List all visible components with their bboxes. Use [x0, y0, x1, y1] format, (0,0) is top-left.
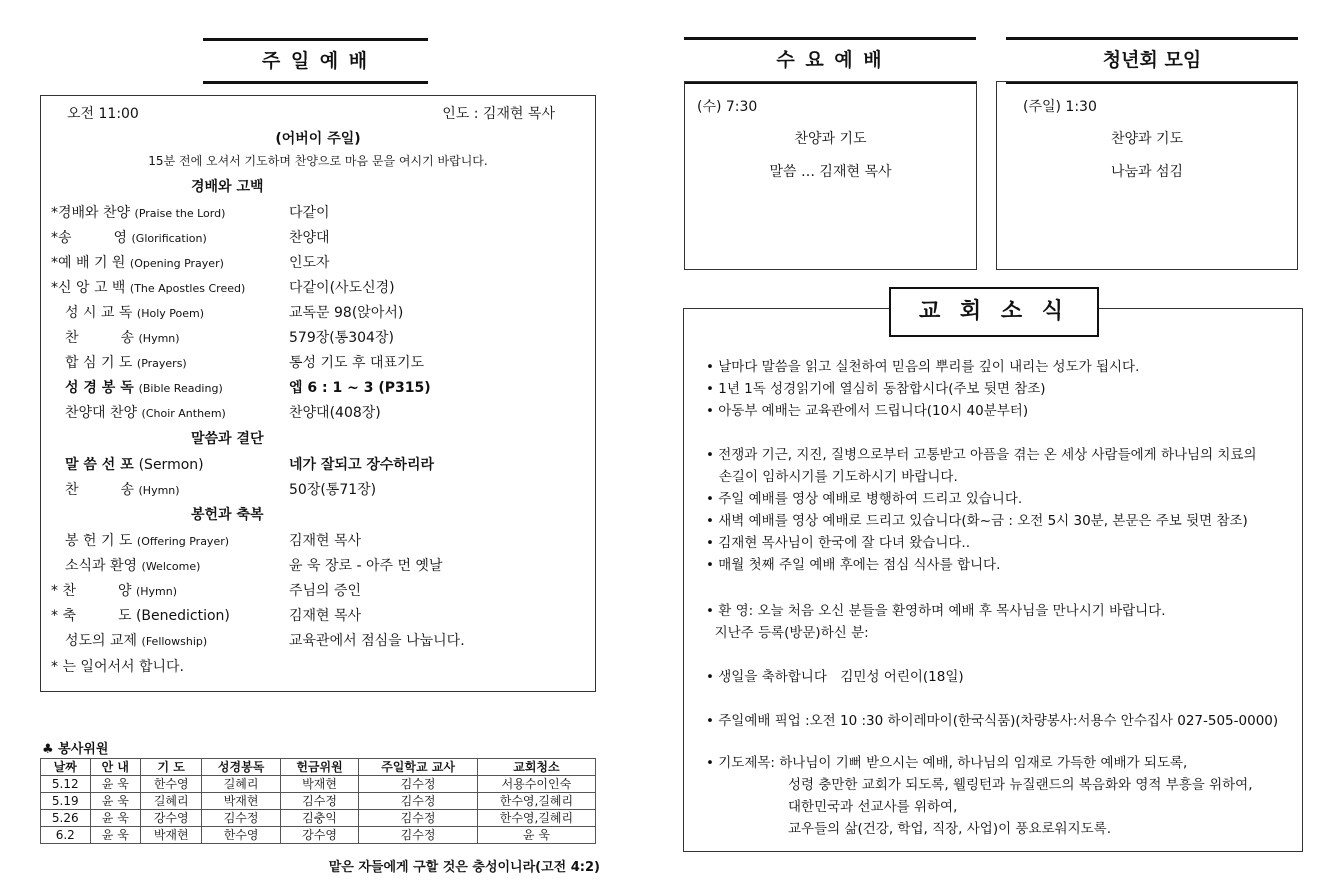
- bible-verse: 맡은 자들에게 구할 것은 충성이니라(고전 4:2): [328, 860, 600, 875]
- service-time: 오전 11:00: [67, 106, 139, 122]
- news-item-5: • 주일 예배를 영상 예배로 병행하여 드리고 있습니다.: [706, 491, 1023, 507]
- wednesday-service-title: 수 요 예 배: [684, 37, 976, 84]
- section-heading-offering: 봉헌과 축복: [191, 507, 264, 523]
- news-item-7: • 김재현 목사님이 한국에 잘 다녀 왔습니다..: [706, 535, 970, 551]
- service-leader: 인도 : 김재현 목사: [442, 106, 555, 122]
- youth-meeting-box: [996, 81, 1298, 270]
- wednesday-time: (수) 7:30: [697, 99, 758, 115]
- news-item-10: 지난주 등록(방문)하신 분:: [706, 625, 869, 641]
- order-item-2: *예 배 기 원 (Opening Prayer) 인도자: [51, 255, 330, 271]
- youth-line2: 나눔과 섬김: [1110, 164, 1184, 180]
- youth-meeting-title: 청년회 모임: [1006, 37, 1298, 84]
- order-item-0: *경배와 찬양 (Praise the Lord) 다같이: [51, 205, 330, 221]
- news-item-1: • 1년 1독 성경읽기에 열심히 동참합시다(주보 뒷면 참조): [706, 381, 1046, 397]
- order-item-4: 성 시 교 독 (Holy Poem) 교독문 98(앉아서): [65, 305, 404, 321]
- order-item-14: * 축 도 (Benediction) 김재현 목사: [51, 608, 362, 624]
- service-theme: (어버이 주일): [275, 131, 361, 147]
- news-item-12: • 주일예배 픽업 :오전 10 :30 하이레마이(한국식품)(차량봉사:서용수 안수집사 027-505-0000): [706, 713, 1279, 729]
- table-row: 5.19 윤 욱 길혜리 박재현 김수정 김수정 한수영,길혜리: [41, 793, 596, 810]
- order-item-1: *송 영 (Glorification) 찬양대: [51, 230, 330, 246]
- table-row: 5.26 윤 욱 강수영 김수정 김충익 김수정 한수영,길혜리: [41, 810, 596, 827]
- news-item-13: • 기도제목: 하나님이 기뻐 받으시는 예배, 하나님의 임재로 가득한 예배가 되도록,: [706, 755, 1188, 771]
- sunday-service-box: [40, 95, 596, 692]
- news-item-0: • 날마다 말씀을 읽고 실천하여 믿음의 뿌리를 깊이 내리는 성도가 됩시다.: [706, 359, 1140, 375]
- news-item-8: • 매월 첫째 주일 예배 후에는 점심 식사를 합니다.: [706, 557, 1001, 573]
- table-header-row: 날짜 안 내 기 도 성경봉독 헌금위원 주일학교 교사 교회청소: [41, 759, 596, 776]
- news-item-14: 성령 충만한 교회가 되도록, 웰링턴과 뉴질랜드의 복음화와 영적 부흥을 위하여,: [788, 777, 1253, 793]
- wednesday-line1: 찬양과 기도: [794, 131, 867, 147]
- table-row: 6.2 윤 욱 박재현 한수영 강수영 김수정 윤 욱: [41, 827, 596, 844]
- sunday-service-title-text: 주 일 예 배: [261, 50, 370, 72]
- service-volunteers-table: [40, 758, 596, 844]
- order-item-15: 성도의 교제 (Fellowship) 교육관에서 점심을 나눕니다.: [65, 633, 465, 649]
- sunday-service-title: [203, 38, 428, 84]
- news-item-6: • 새벽 예배를 영상 예배로 드리고 있습니다(화~금 : 오전 5시 30분, 본문은 주보 뒷면 참조): [706, 513, 1248, 529]
- church-news-box: [683, 308, 1303, 852]
- table-row: 5.12 윤 욱 한수영 길혜리 박재현 김수정 서용수이인숙: [41, 776, 596, 793]
- section-heading-worship: 경배와 고백: [191, 179, 264, 195]
- service-volunteers-title: ♣ 봉사위원: [42, 742, 109, 757]
- footnote: * 는 일어서서 합니다.: [51, 659, 184, 675]
- section-heading-word: 말씀과 결단: [191, 431, 264, 447]
- news-item-2: • 아동부 예배는 교육관에서 드립니다(10시 40분부터): [706, 403, 1029, 419]
- order-item-6: 합 심 기 도 (Prayers) 통성 기도 후 대표기도: [65, 355, 425, 371]
- youth-time: (주일) 1:30: [1023, 99, 1097, 115]
- order-item-8: 찬양대 찬양 (Choir Anthem) 찬양대(408장): [65, 405, 381, 421]
- order-item-11: 봉 헌 기 도 (Offering Prayer) 김재현 목사: [65, 533, 362, 549]
- news-item-4: 손길이 임하시기를 기도하시기 바랍니다.: [706, 469, 958, 485]
- church-news-title: 교 회 소 식: [889, 287, 1099, 337]
- order-item-10: 찬 송 (Hymn) 50장(통71장): [65, 482, 377, 498]
- service-notice: 15분 전에 오셔서 기도하며 찬양으로 마음 문을 여시기 바랍니다.: [148, 154, 488, 168]
- news-item-9: • 환 영: 오늘 처음 오신 분들을 환영하며 예배 후 목사님을 만나시기 바랍니다.: [706, 603, 1166, 619]
- order-item-7: 성 경 봉 독 (Bible Reading) 엡 6 : 1 ~ 3 (P315): [65, 380, 431, 396]
- wednesday-service-box: [684, 81, 977, 270]
- news-item-3: • 전쟁과 기근, 지진, 질병으로부터 고통받고 아픔을 겪는 온 세상 사람들에게 하나님의 치료의: [706, 447, 1257, 463]
- order-item-3: *신 앙 고 백 (The Apostles Creed) 다같이(사도신경): [51, 280, 395, 296]
- order-item-5: 찬 송 (Hymn) 579장(통304장): [65, 330, 394, 346]
- youth-line1: 찬양과 기도: [1110, 131, 1184, 147]
- news-item-16: 교우들의 삶(건강, 학업, 직장, 사업)이 풍요로워지도록.: [788, 821, 1112, 837]
- wednesday-line2: 말씀 … 김재현 목사: [769, 164, 892, 180]
- news-item-11: • 생일을 축하합니다 김민성 어린이(18일): [706, 669, 964, 685]
- order-item-12: 소식과 환영 (Welcome) 윤 욱 장로 - 아주 먼 옛날: [65, 558, 443, 574]
- order-item-9: 말 씀 선 포 (Sermon) 네가 잘되고 장수하리라: [65, 457, 434, 473]
- news-item-15: 대한민국과 선교사를 위하여,: [788, 799, 958, 815]
- order-item-13: * 찬 양 (Hymn) 주님의 증인: [51, 583, 362, 599]
